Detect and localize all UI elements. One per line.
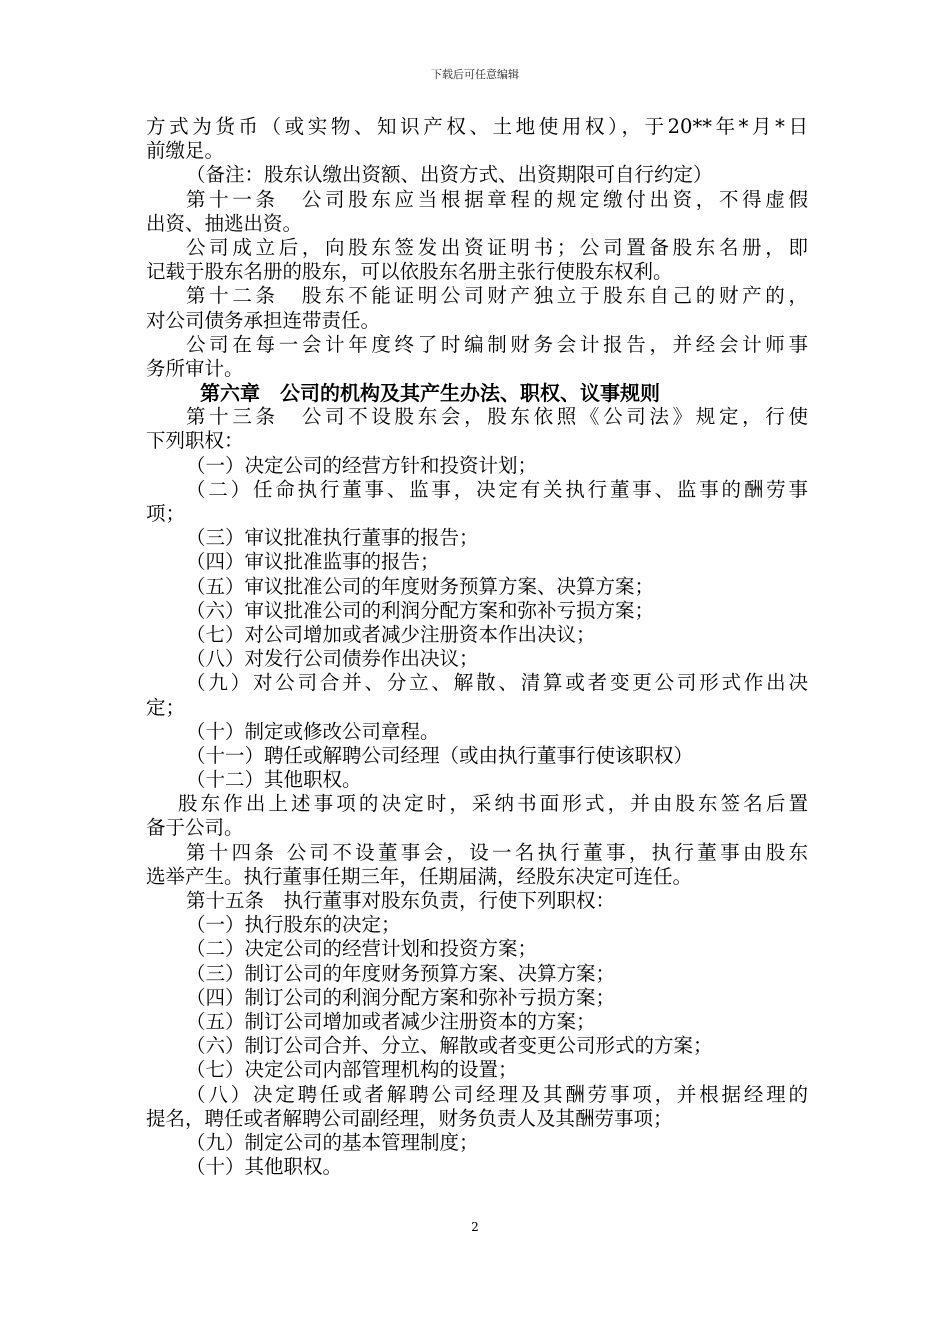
- paragraph-line: 第十五条 执行董事对股东负责，行使下列职权：: [186, 889, 616, 912]
- list-item: （三）制订公司的年度财务预算方案、决算方案；: [186, 961, 616, 985]
- paragraph-line: 出资、抽逃出资。: [146, 211, 303, 235]
- paragraph-line: 下列职权：: [146, 429, 244, 453]
- list-item: （八）决定聘任或者解聘公司经理及其酬劳事项，并根据经理的: [186, 1082, 808, 1106]
- list-item: （十二）其他职权。: [186, 768, 362, 792]
- list-item-continuation: 提名，聘任或者解聘公司副经理，财务负责人及其酬劳事项；: [146, 1106, 673, 1130]
- list-item: （十）其他职权。: [186, 1155, 343, 1179]
- paragraph-line: 对公司债务承担连带责任。: [146, 308, 381, 332]
- paragraph-line: （备注：股东认缴出资额、出资方式、出资期限可自行约定）: [186, 163, 713, 187]
- list-item: （九）对公司合并、分立、解散、清算或者变更公司形式作出决: [186, 671, 808, 695]
- list-item: （一）决定公司的经营方针和投资计划；: [186, 453, 538, 477]
- paragraph-line: 公司在每一会计年度终了时编制财务会计报告，并经会计师事: [186, 332, 808, 356]
- paragraph-line: 方式为货币（或实物、知识产权、土地使用权），于20**年*月*日: [146, 115, 808, 138]
- list-item: （五）审议批准公司的年度财务预算方案、决算方案；: [186, 574, 655, 598]
- list-item: （二）任命执行董事、监事，决定有关执行董事、监事的酬劳事: [186, 477, 808, 501]
- list-item: （七）决定公司内部管理机构的设置；: [186, 1058, 518, 1082]
- paragraph-line: 公司成立后，向股东签发出资证明书；公司置备股东名册，即: [186, 235, 808, 259]
- page-header: 下载后可任意编辑: [431, 68, 519, 81]
- list-item: （三）审议批准执行董事的报告；: [186, 526, 479, 550]
- list-item: （九）制定公司的基本管理制度；: [186, 1130, 479, 1154]
- list-item: （八）对发行公司债券作出决议；: [186, 647, 479, 671]
- list-item-continuation: 定；: [146, 695, 186, 719]
- list-item: （二）决定公司的经营计划和投资方案；: [186, 937, 538, 961]
- chapter-heading: 第六章 公司的机构及其产生办法、职权、议事规则: [200, 381, 660, 406]
- list-item: （六）审议批准公司的利润分配方案和弥补亏损方案；: [186, 598, 655, 622]
- paragraph-line: 前缴足。: [146, 139, 225, 163]
- list-item-continuation: 项；: [146, 502, 186, 525]
- paragraph-line: 第十二条 股东不能证明公司财产独立于股东自己的财产的，: [186, 284, 808, 308]
- list-item: （一）执行股东的决定；: [186, 913, 401, 937]
- paragraph-line: 选举产生。执行董事任期三年，任期届满，经股东决定可连任。: [146, 864, 693, 888]
- list-item: （四）制订公司的利润分配方案和弥补亏损方案；: [186, 985, 616, 1009]
- paragraph-line: 第十四条 公司不设董事会，设一名执行董事，执行董事由股东: [186, 840, 808, 864]
- list-item: （四）审议批准监事的报告；: [186, 550, 440, 574]
- paragraph-line: 务所审计。: [146, 356, 244, 380]
- document-body: [146, 115, 808, 1179]
- list-item: （十）制定或修改公司章程。: [186, 719, 440, 743]
- list-item: （六）制订公司合并、分立、解散或者变更公司形式的方案；: [186, 1034, 713, 1058]
- list-item: （十一）聘任或解聘公司经理（或由执行董事行使该职权）: [186, 743, 694, 767]
- paragraph-line: 第十三条 公司不设股东会，股东依照《公司法》规定，行使: [186, 405, 808, 429]
- paragraph-line: 股东作出上述事项的决定时，采纳书面形式，并由股东签名后置: [178, 792, 808, 816]
- paragraph-line: 记载于股东名册的股东，可以依股东名册主张行使股东权利。: [146, 260, 673, 284]
- paragraph-line: 第十一条 公司股东应当根据章程的规定缴付出资，不得虚假: [186, 187, 808, 211]
- paragraph-line: 备于公司。: [146, 816, 244, 840]
- list-item: （五）制订公司增加或者减少注册资本的方案；: [186, 1009, 596, 1033]
- page-number: 2: [471, 1220, 479, 1234]
- list-item: （七）对公司增加或者减少注册资本作出决议；: [186, 622, 596, 646]
